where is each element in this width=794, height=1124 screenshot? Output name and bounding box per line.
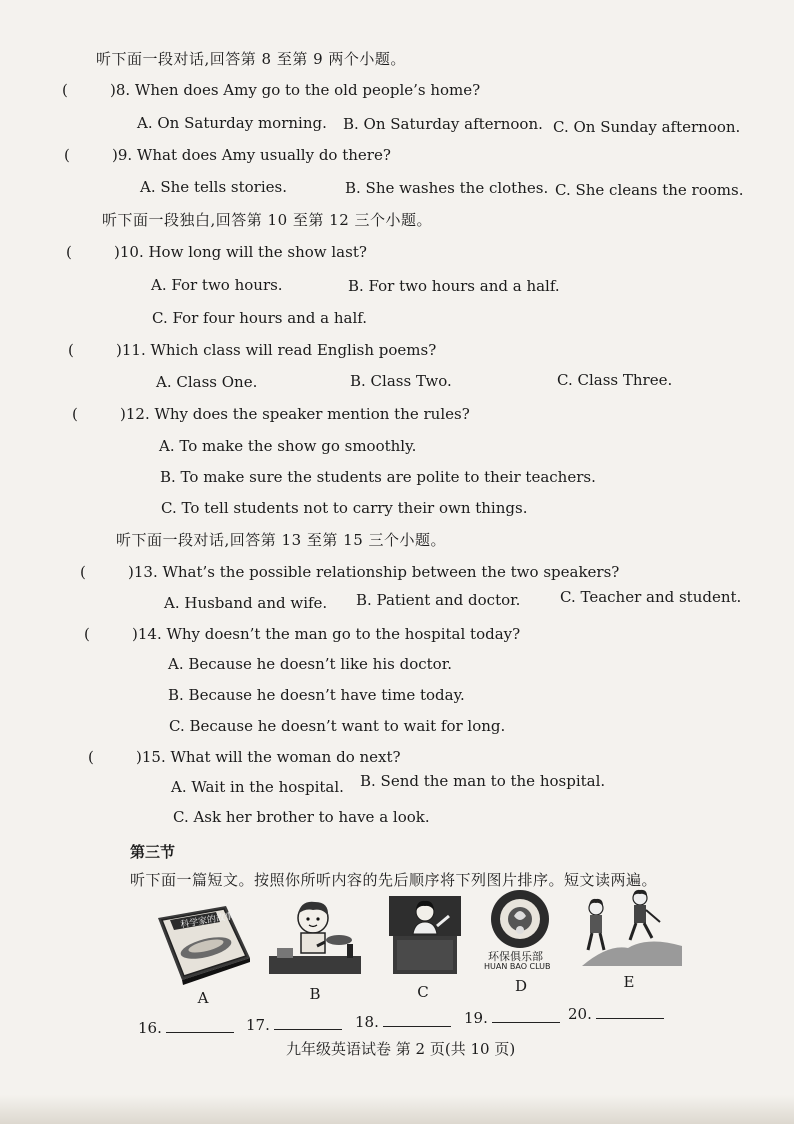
question-8: [62, 80, 480, 100]
teacher-board-icon: [383, 892, 467, 976]
question-text: )9. What does Amy usually do there?: [112, 146, 391, 164]
section-3-instruction: 听下面一篇短文。按照你所听内容的先后顺序将下列图片排序。短文读两遍。: [130, 871, 658, 889]
picture-c-teacher: [383, 892, 467, 976]
blank-number: 18.: [355, 1013, 379, 1031]
answer-paren[interactable]: (: [80, 563, 86, 581]
blank-number: 20.: [568, 1005, 592, 1023]
blank-line[interactable]: [166, 1018, 234, 1033]
option-9b: B. She washes the clothes.: [345, 179, 549, 197]
question-10: [66, 242, 367, 262]
book-title: 科学家的故事: [179, 911, 235, 931]
instruction-dialog-1: 听下面一段对话,回答第 8 至第 9 两个小题。: [96, 50, 406, 68]
question-text: )13. What’s the possible relationship between the two speakers?: [128, 563, 620, 581]
answer-blank-16: [138, 1018, 234, 1037]
picture-e-hiking: [578, 888, 686, 968]
question-text: )15. What will the woman do next?: [136, 748, 401, 766]
option-15b: B. Send the man to the hospital.: [360, 772, 606, 790]
question-text: )10. How long will the show last?: [114, 243, 367, 261]
option-9c: C. She cleans the rooms.: [555, 181, 744, 199]
question-text: )8. When does Amy go to the old people’s home?: [110, 81, 481, 99]
club-logo-icon: [484, 888, 558, 950]
answer-paren[interactable]: (: [88, 748, 94, 766]
question-text: )12. Why does the speaker mention the rules?: [120, 405, 470, 423]
question-11: [68, 340, 436, 360]
answer-paren[interactable]: (: [68, 341, 74, 359]
option-12b: B. To make sure the students are polite to their teachers.: [160, 468, 596, 486]
answer-blank-19: [464, 1008, 560, 1027]
club-name-cn: 环保俱乐部: [488, 950, 543, 963]
option-14b: B. Because he doesn’t have time today.: [168, 686, 465, 704]
hikers-icon: [578, 888, 686, 968]
question-14: [84, 624, 520, 644]
option-8a: A. On Saturday morning.: [137, 114, 327, 132]
section-3-title: 第三节: [130, 843, 176, 861]
picture-a-book: [156, 900, 252, 986]
picture-b-label: B: [309, 985, 321, 1003]
option-12c: C. To tell students not to carry their own things.: [161, 499, 528, 517]
option-13a: A. Husband and wife.: [164, 594, 328, 612]
answer-paren[interactable]: (: [72, 405, 78, 423]
answer-paren[interactable]: (: [62, 81, 68, 99]
scan-edge-shadow: [0, 1095, 794, 1124]
blank-number: 17.: [246, 1016, 270, 1034]
option-11c: C. Class Three.: [557, 371, 673, 389]
blank-line[interactable]: [274, 1015, 342, 1030]
answer-paren[interactable]: (: [84, 625, 90, 643]
option-12a: A. To make the show go smoothly.: [159, 437, 417, 455]
question-text: )14. Why doesn’t the man go to the hospital today?: [132, 625, 521, 643]
picture-c-label: C: [417, 983, 429, 1001]
picture-a-label: A: [197, 989, 209, 1007]
blank-line[interactable]: [596, 1004, 664, 1019]
option-11b: B. Class Two.: [350, 372, 452, 390]
option-14c: C. Because he doesn’t want to wait for long.: [169, 717, 506, 735]
option-13b: B. Patient and doctor.: [356, 591, 521, 609]
club-name-en: HUAN BAO CLUB: [484, 962, 551, 971]
answer-paren[interactable]: (: [66, 243, 72, 261]
question-text: )11. Which class will read English poems?: [116, 341, 437, 359]
picture-e-label: E: [623, 973, 635, 991]
question-9: [64, 145, 391, 165]
option-9a: A. She tells stories.: [140, 178, 287, 196]
option-13c: C. Teacher and student.: [560, 588, 742, 606]
option-15c: C. Ask her brother to have a look.: [173, 808, 430, 826]
option-8c: C. On Sunday afternoon.: [553, 118, 741, 136]
option-14a: A. Because he doesn’t like his doctor.: [168, 655, 452, 673]
option-8b: B. On Saturday afternoon.: [343, 115, 543, 133]
option-11a: A. Class One.: [156, 373, 258, 391]
answer-blank-17: [246, 1015, 342, 1034]
picture-b-cooking: [265, 898, 365, 976]
blank-number: 19.: [464, 1009, 488, 1027]
option-15a: A. Wait in the hospital.: [171, 778, 344, 796]
question-13: [80, 562, 619, 582]
instruction-monologue: 听下面一段独白,回答第 10 至第 12 三个小题。: [102, 211, 433, 229]
blank-line[interactable]: [492, 1008, 560, 1023]
boy-cooking-icon: [265, 898, 365, 976]
instruction-dialog-2: 听下面一段对话,回答第 13 至第 15 三个小题。: [116, 531, 447, 549]
question-12: [72, 404, 470, 424]
page-footer: 九年级英语试卷 第 2 页(共 10 页): [286, 1040, 516, 1058]
answer-paren[interactable]: (: [64, 146, 70, 164]
blank-number: 16.: [138, 1019, 162, 1037]
answer-blank-20: [568, 1004, 664, 1023]
answer-blank-18: [355, 1012, 451, 1031]
blank-line[interactable]: [383, 1012, 451, 1027]
picture-d-club: [484, 888, 558, 974]
question-15: [88, 747, 401, 767]
option-10c: C. For four hours and a half.: [152, 309, 368, 327]
option-10b: B. For two hours and a half.: [348, 277, 560, 295]
option-10a: A. For two hours.: [151, 276, 283, 294]
picture-d-label: D: [514, 977, 528, 995]
